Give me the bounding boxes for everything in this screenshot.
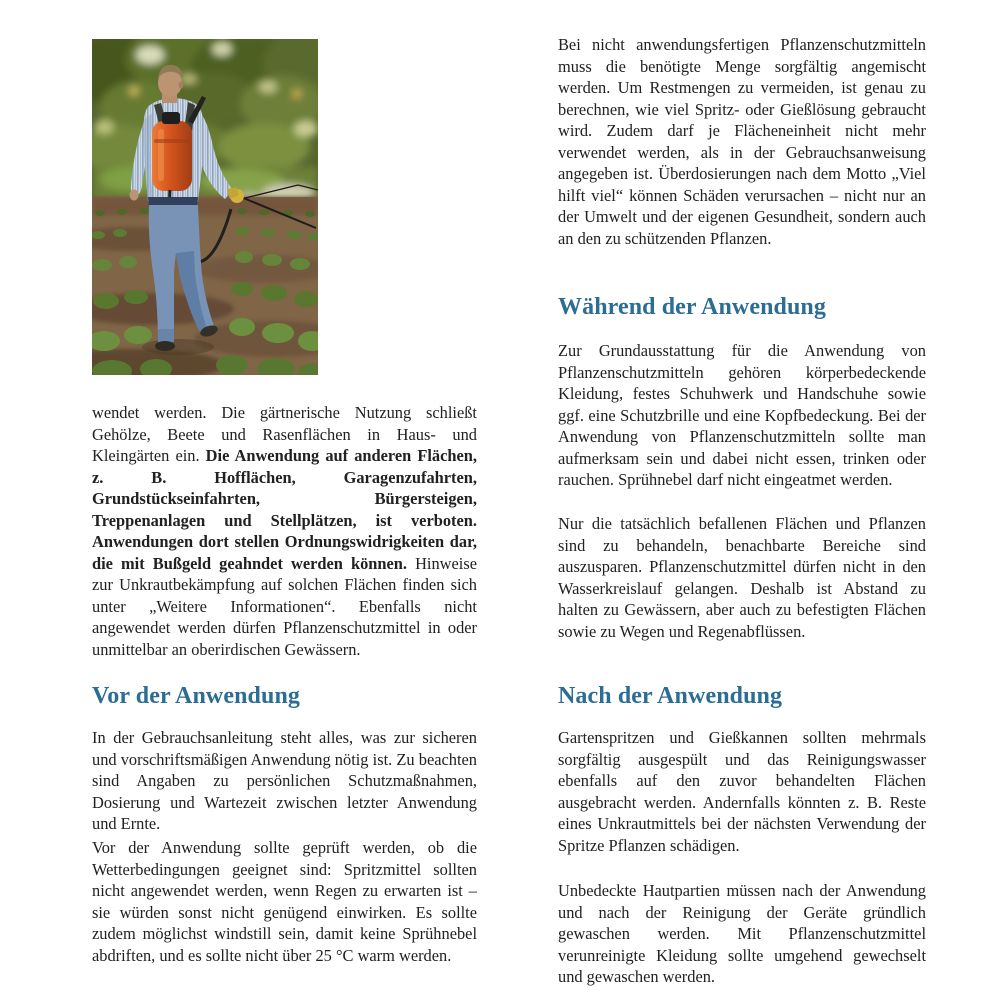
- paragraph-gebrauchsanleitung: In der Gebrauchsanleitung steht alles, was zur sicheren und vorschriftsmäßigen Anwendung nötig ist. Zu beachten sind Angaben zu persönlichen Schutzmaßnahmen, Dosierung und Wartezeit zwischen letzter Anwendung und Ernte.: [92, 728, 477, 833]
- heading-vor-der-anwendung: Vor der Anwendung: [92, 683, 300, 709]
- intro-text-before: wendet werden. Die gärtnerische Nutzung schließt Gehölze, Beete und Rasenflächen in Haus- und Kleingärten ein.: [92, 403, 477, 465]
- paragraph-garden-use: [92, 402, 477, 660]
- garden-photo-illustration: [92, 39, 318, 375]
- right-column: [558, 0, 926, 1000]
- paragraph-wetterbedingungen: Vor der Anwendung sollte geprüft werden, ob die Wetterbedingungen geeignet sind: Spritzmittel sollten nicht angewendet werden, wenn Regen zu erwarten ist – sie würden sonst nicht genügend einwirken. Es sollte zudem möglichst windstill sein, damit keine Sprühnebel abdriften, und es sollte nicht über 25 °C warm werden.: [92, 838, 477, 965]
- left-column: [92, 0, 477, 1000]
- heading-nach-der-anwendung: Nach der Anwendung: [558, 683, 783, 709]
- paragraph-schutzausruestung: Zur Grundausstattung für die Anwendung von Pflanzenschutzmitteln gehören körperbedeckende Kleidung, festes Schuhwerk und Handschuhe sowie ggf. eine Schutzbrille und eine Kopfbedeckung. Bei der Anwendung von Pflanzenschutzmitteln sollte man aufmerksam sein und dabei nicht essen, trinken oder rauchen. Sprühnebel darf nicht eingeatmet werden.: [558, 341, 926, 489]
- gardener-backpack-sprayer-photo: [92, 39, 318, 375]
- heading-waehrend-der-anwendung: Während der Anwendung: [558, 294, 826, 320]
- paragraph-anmischen: Bei nicht anwendungsfertigen Pflanzenschutzmitteln muss die benötigte Menge sorgfältig angemischt werden. Um Restmengen zu vermeiden, ist genau zu berechnen, wie viel Spritz- oder Gießlösung gebraucht wird. Zudem darf je Flächeneinheit nicht mehr verwendet werden, als in der Gebrauchsanweisung angegeben ist. Überdosierungen nach dem Motto „Viel hilft viel“ können Schäden verursachen – nicht nur an der Umwelt und der eigenen Gesundheit, sondern auch an den zu schützenden Pflanzen.: [558, 35, 926, 248]
- paragraph-hautpartien: Unbedeckte Hautpartien müssen nach der Anwendung und nach der Reinigung der Geräte gründlich gewaschen werden. Mit Pflanzenschutzmittel verunreinigte Kleidung sollte umgehend gewechselt und gewaschen werden.: [558, 881, 926, 986]
- paragraph-befallene-flaechen: Nur die tatsächlich befallenen Flächen und Pflanzen sind zu behandeln, benachbarte Bereiche sind auszusparen. Pflanzenschutzmittel dürfen nicht in den Wasserkreislauf gelangen. Deshalb ist Abstand zu halten zu Gewässern, aber auch zu befestigten Flächen sowie zu Wegen und Regenabflüssen.: [558, 514, 926, 641]
- paragraph-reinigung-geraete: Gartenspritzen und Gießkannen sollten mehrmals sorgfältig ausgespült und das Reinigungswasser ebenfalls auf den zuvor behandelten Flächen ausgebracht werden. Andernfalls könnten z. B. Reste eines Unkrautmittels bei der nächsten Verwendung der Spritze Pflanzen schädigen.: [558, 728, 926, 855]
- intro-text-after: Hinweise zur Unkrautbekämpfung auf solchen Flächen finden sich unter „Weitere Informationen“. Ebenfalls nicht angewendet werden dürfen Pflanzenschutzmittel in oder unmittelbar an oberirdischen Gewässern.: [92, 553, 477, 659]
- intro-text-bold-warning: Die Anwendung auf anderen Flächen, z. B. Hofflächen, Garagenzufahrten, Grundstückseinfahrten, Bürgersteigen, Treppenanlagen und Stellplätzen, ist verboten. Anwendungen dort stellen Ordnungswidrigkeiten dar, die mit Bußgeld geahndet werden können.: [92, 446, 477, 573]
